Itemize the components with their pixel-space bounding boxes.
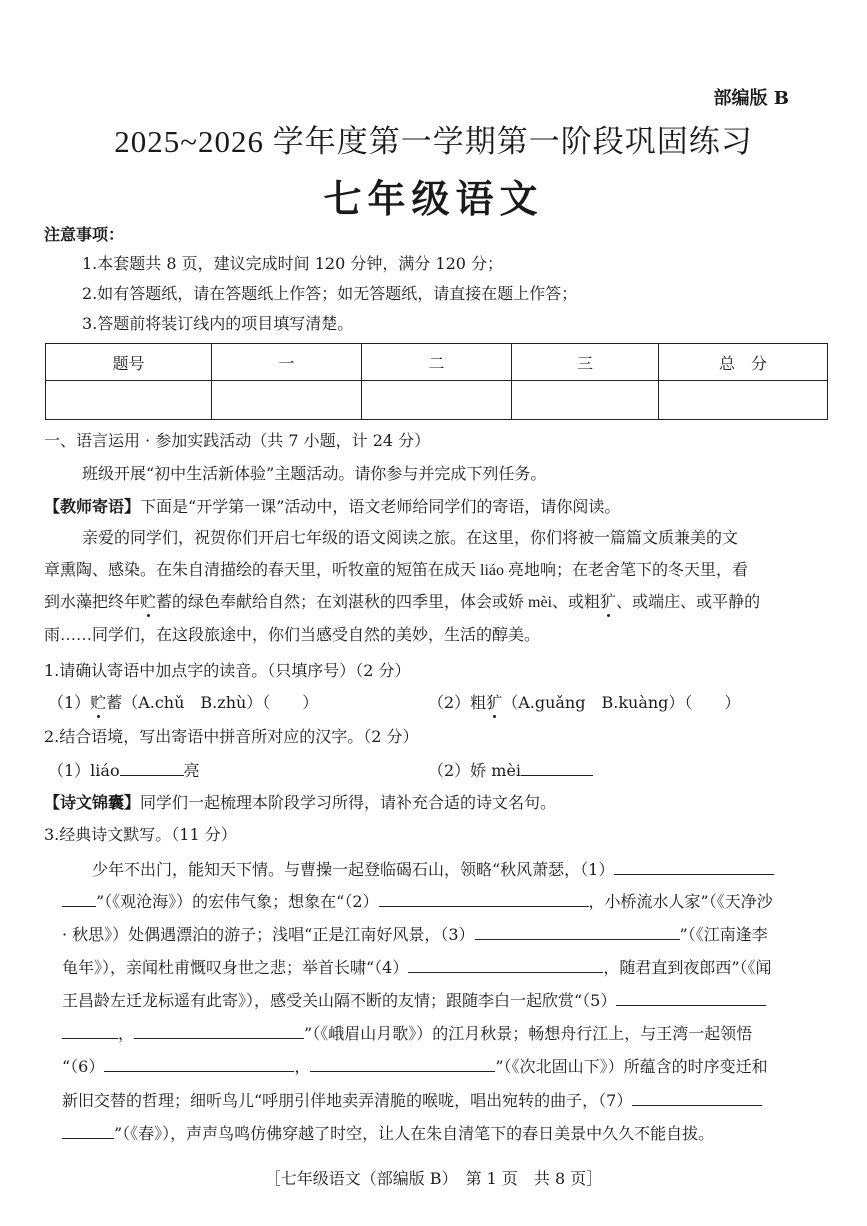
- task-bracket-label: 【诗文锦囊】: [44, 793, 141, 812]
- section-heading: 一、语言运用 · 参加实践活动（共 7 小题，计 24 分）: [44, 431, 431, 450]
- score-input-cell[interactable]: [512, 381, 659, 420]
- task-text: 同学们一起梳理本阶段学习所得，请补充合适的诗文名句。: [140, 793, 557, 812]
- poem-line: [62, 890, 773, 913]
- part-label: （1）: [48, 693, 91, 712]
- page-footer: ［七年级语文（部编版 B） 第 1 页 共 8 页］: [264, 1169, 603, 1188]
- poem-line: [62, 923, 768, 946]
- answer-blank[interactable]: [475, 923, 680, 940]
- question-3: 3.经典诗文默写。（11 分）: [44, 825, 237, 844]
- score-input-cell[interactable]: [362, 381, 512, 420]
- answer-blank[interactable]: [632, 1089, 762, 1106]
- score-header-cell: 题号: [46, 344, 212, 381]
- answer-blank[interactable]: [134, 1022, 304, 1039]
- message-text: 、或端庄、或平静的: [616, 594, 761, 611]
- poem-text: ”（《春》），声声鸟鸣仿佛穿越了时空，让人在朱自清笔下的春日美景中久久不能自拔。: [114, 1124, 715, 1143]
- message-line: [44, 592, 760, 614]
- answer-blank[interactable]: [310, 1055, 495, 1072]
- task-text: 下面是“开学第一课”活动中，语文老师给同学们的寄语，请你阅读。: [140, 497, 621, 516]
- poem-text: ”（《峨眉山月歌》）的江月秋景；畅想舟行江上，与王湾一起领悟: [304, 1024, 753, 1043]
- poem-line: [62, 956, 772, 979]
- poem-line: [92, 858, 774, 881]
- poem-text: 龟年》），亲闻杜甫慨叹身世之悲；举首长啸“（4）: [62, 958, 409, 977]
- score-input-cell[interactable]: [212, 381, 362, 420]
- edition-label: 部编版 B: [713, 88, 789, 109]
- poem-text: ”（《次北固山下》）所蕴含的时序变迁和: [495, 1057, 768, 1076]
- score-table-header-row: [46, 344, 828, 381]
- message-line: 雨……同学们，在这段旅途中，你们当感受自然的美妙，生活的醇美。: [44, 627, 541, 644]
- question-2: 2.结合语境，写出寄语中拼音所对应的汉字。（2 分）: [44, 727, 419, 746]
- poem-text: 王昌龄左迁龙标遥有此寄》），感受关山隔不断的友情；跟随李白一起欣赏“（5）: [62, 991, 617, 1010]
- dotted-char: 犷: [600, 594, 617, 611]
- dotted-char: 犷: [486, 693, 503, 712]
- part-options: 蓄（A.chǔ B.zhù）（ ）: [106, 693, 319, 712]
- poem-line: [62, 1055, 768, 1078]
- score-table: [45, 343, 828, 420]
- answer-blank[interactable]: [614, 858, 774, 875]
- answer-blank[interactable]: [408, 956, 603, 973]
- section-intro: 班级开展“初中生活新体验”主题活动。请你参与并完成下列任务。: [82, 464, 547, 483]
- answer-blank[interactable]: [104, 1055, 294, 1072]
- message-text: 蓄: [156, 594, 173, 611]
- score-header-cell: 总 分: [659, 344, 828, 381]
- score-table-input-row: [46, 381, 828, 420]
- answer-blank[interactable]: [616, 989, 766, 1006]
- poem-line: [62, 1122, 714, 1145]
- subject-title: 七年级语文: [323, 177, 544, 221]
- poem-text: ”（《江南逢李: [679, 925, 768, 944]
- poem-text: ，随君直到夜郎西”（《闻: [603, 958, 772, 977]
- poem-line: [62, 1089, 762, 1112]
- dotted-char: 贮: [140, 594, 157, 611]
- answer-blank[interactable]: [120, 759, 184, 776]
- task-bracket-label: 【教师寄语】: [44, 497, 141, 516]
- answer-blank[interactable]: [62, 1122, 114, 1139]
- message-text: 到水藻把终年: [44, 594, 141, 611]
- note-item: 3.答题前将装订线内的项目填写清楚。: [82, 314, 354, 333]
- answer-blank[interactable]: [379, 890, 589, 907]
- part-label: （2）娇 mèi: [428, 761, 522, 780]
- question-2-part-b: [428, 759, 593, 782]
- poem-text: ”（《观沧海》）的宏伟气象；想象在“（2）: [96, 892, 379, 911]
- question-2-part-a: [48, 759, 200, 782]
- poem-text: ，: [294, 1057, 311, 1076]
- question-1-part-a: [48, 692, 318, 714]
- task-poetry: [44, 792, 556, 814]
- score-header-cell: 一: [212, 344, 362, 381]
- answer-blank[interactable]: [62, 1022, 118, 1039]
- score-header-cell: 三: [512, 344, 659, 381]
- poem-text: ，: [118, 1024, 135, 1043]
- poem-text: 新旧交替的哲理；细听鸟儿“呼朋引伴地卖弄清脆的喉咙，唱出宛转的曲子，（7）: [62, 1091, 633, 1110]
- poem-text: 少年不出门，能知天下情。与曹操一起登临碣石山，领略“秋风萧瑟，（1）: [92, 860, 615, 879]
- score-header-cell: 二: [362, 344, 512, 381]
- answer-blank[interactable]: [62, 890, 96, 907]
- note-item: 1.本套题共 8 页，建议完成时间 120 分钟，满分 120 分；: [82, 254, 504, 273]
- answer-blank[interactable]: [521, 759, 593, 776]
- part-label: （2）粗: [428, 693, 487, 712]
- notes-title: 注意事项：: [44, 225, 125, 244]
- question-1: 1.请确认寄语中加点字的读音。（只填序号）（2 分）: [44, 661, 411, 680]
- exam-title: 2025~2026 学年度第一学期第一阶段巩固练习: [114, 124, 753, 159]
- message-text: 的绿色奉献给自然；在刘湛秋的四季里，体会或娇 mèi、或粗: [172, 594, 601, 611]
- part-text: 亮: [183, 761, 200, 780]
- poem-line: [62, 1022, 752, 1045]
- poem-text: “（6）: [62, 1057, 105, 1076]
- message-line: 章熏陶、感染。在朱自清描绘的春天里，听牧童的短笛在成天 liáo 亮地响；在老舍笔下的冬天里，看: [44, 562, 748, 579]
- question-1-part-b: [428, 692, 740, 714]
- message-line: 亲爱的同学们，祝贺你们开启七年级的语文阅读之旅。在这里，你们将被一篇篇文质兼美的文: [82, 530, 739, 547]
- part-label: （1）liáo: [48, 761, 120, 780]
- score-input-cell[interactable]: [46, 381, 212, 420]
- score-input-cell[interactable]: [659, 381, 828, 420]
- poem-text: · 秋思》）处偶遇漂泊的游子；浅唱“正是江南好风景，（3）: [62, 925, 475, 944]
- poem-line: [62, 989, 766, 1012]
- poem-text: ，小桥流水人家”（《天净沙: [588, 892, 773, 911]
- task-teacher-message: [44, 496, 620, 518]
- part-options: （A.guǎng B.kuàng）（ ）: [502, 693, 741, 712]
- dotted-char: 贮: [90, 693, 107, 712]
- note-item: 2.如有答题纸，请在答题纸上作答；如无答题纸，请直接在题上作答；: [82, 284, 578, 303]
